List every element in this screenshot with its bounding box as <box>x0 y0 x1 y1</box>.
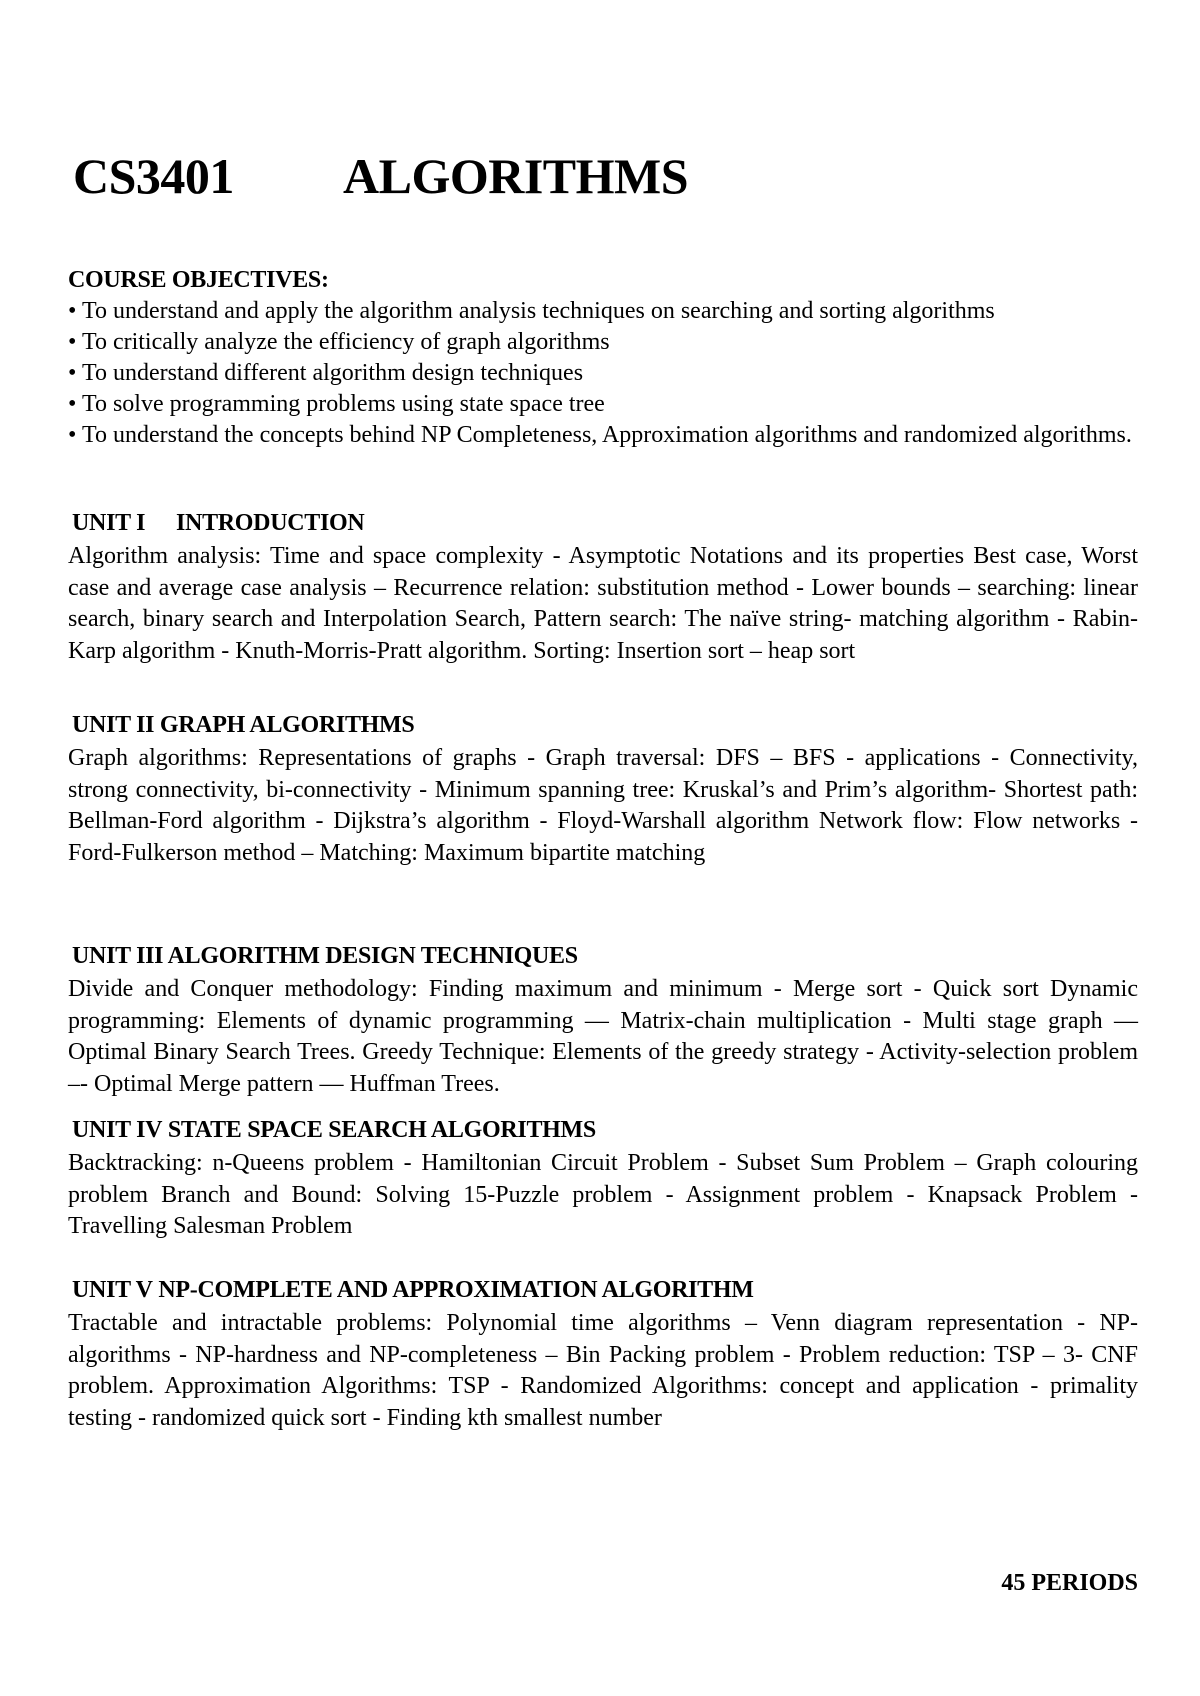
unit-content: Algorithm analysis: Time and space complexity - Asymptotic Notations and its properties Best case, Worst case and average case analysis – Recurrence relation: substitution method - Lower bounds – searching: linear search, binary search and Interpolation Search, Pattern search: The naïve string- matching algorithm - Rabin-Karp algorithm - Knuth-Morris-Pratt algorithm. Sorting: Insertion sort – heap sort <box>68 543 1138 664</box>
unit-2 <box>68 710 1138 869</box>
unit-heading <box>72 1115 1138 1145</box>
course-name: ALGORITHMS <box>343 148 689 204</box>
unit-content: Divide and Conquer methodology: Finding maximum and minimum - Merge sort - Quick sort Dynamic programming: Elements of dynamic programming — Matrix-chain multiplication - Multi stage graph — Optimal Binary Search Trees. Greedy Technique: Elements of the greedy strategy - Activity-selection problem –- Optimal Merge pattern — Huffman Trees. <box>68 976 1138 1097</box>
objective-item: • To critically analyze the efficiency of graph algorithms <box>68 329 610 355</box>
unit-content: Graph algorithms: Representations of graphs - Graph traversal: DFS – BFS - applications - Connectivity, strong connectivity, bi-connectivity - Minimum spanning tree: Kruskal’s and Prim’s algorithm- Shortest path: Bellman-Ford algorithm - Dijkstra’s algorithm - Floyd-Warshall algorithm Network flow: Flow networks - Ford-Fulkerson method – Matching: Maximum bipartite matching <box>68 745 1138 866</box>
unit-content: Backtracking: n-Queens problem - Hamiltonian Circuit Problem - Subset Sum Problem – Graph colouring problem Branch and Bound: Solving 15-Puzzle problem - Assignment problem - Knapsack Problem - Travelling Salesman Problem <box>68 1150 1138 1239</box>
unit-3 <box>68 941 1138 1100</box>
unit-number: UNIT V <box>72 1277 153 1303</box>
course-title <box>73 146 688 206</box>
objective-item: • To understand the concepts behind NP Completeness, Approximation algorithms and randomized algorithms. <box>68 422 1132 448</box>
unit-number: UNIT II <box>72 712 155 738</box>
unit-1 <box>68 508 1138 667</box>
unit-number: UNIT IV <box>72 1117 163 1143</box>
total-periods: 45 PERIODS <box>1001 1570 1138 1596</box>
unit-heading <box>72 1275 1138 1305</box>
course-code: CS3401 <box>73 148 234 204</box>
unit-name: NP-COMPLETE AND APPROXIMATION ALGORITHM <box>158 1277 754 1303</box>
unit-5 <box>68 1275 1138 1434</box>
unit-4 <box>68 1115 1138 1243</box>
objective-item: • To understand different algorithm design techniques <box>68 360 584 386</box>
objectives-list <box>68 296 1138 451</box>
unit-number: UNIT I <box>72 510 146 536</box>
objectives-heading: COURSE OBJECTIVES: <box>68 267 329 293</box>
unit-name: ALGORITHM DESIGN TECHNIQUES <box>167 943 578 969</box>
unit-heading <box>72 941 1138 971</box>
unit-number: UNIT III <box>72 943 164 969</box>
unit-heading <box>72 508 1138 538</box>
unit-name: GRAPH ALGORITHMS <box>159 712 415 738</box>
unit-content: Tractable and intractable problems: Polynomial time algorithms – Venn diagram representation - NP- algorithms - NP-hardness and NP-completeness – Bin Packing problem - Problem reduction: TSP – 3- CNF problem. Approximation Algorithms: TSP - Randomized Algorithms: concept and application - primality testing - randomized quick sort - Finding kth smallest number <box>68 1310 1138 1431</box>
course-objectives <box>68 265 1138 451</box>
objective-item: • To understand and apply the algorithm analysis techniques on searching and sorting algorithms <box>68 298 995 324</box>
objective-item: • To solve programming problems using state space tree <box>68 391 605 417</box>
unit-heading <box>72 710 1138 740</box>
unit-name: STATE SPACE SEARCH ALGORITHMS <box>167 1117 596 1143</box>
unit-name: INTRODUCTION <box>176 510 365 536</box>
